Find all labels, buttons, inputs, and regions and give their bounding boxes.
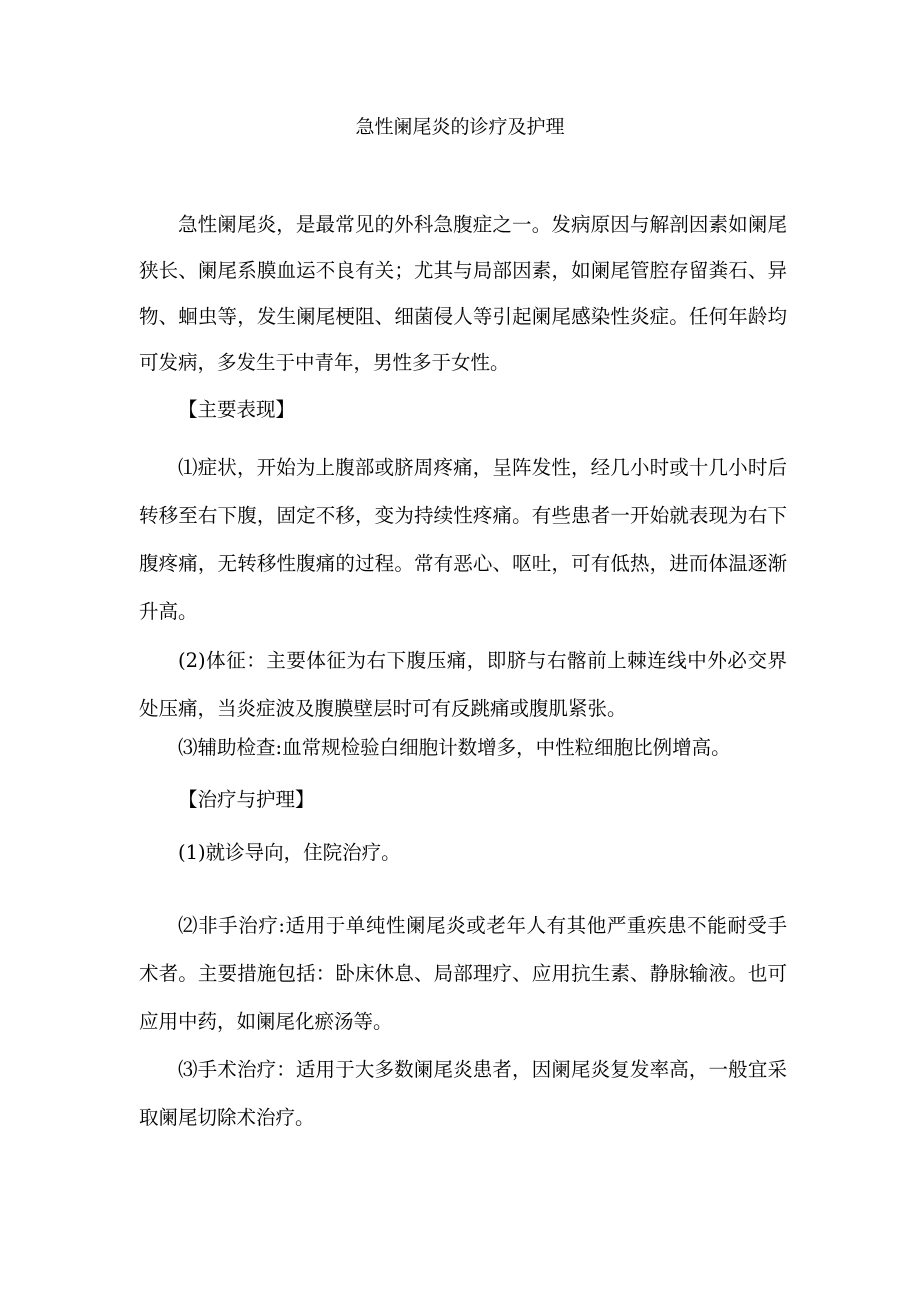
surgical-paragraph: ⑶手术治疗：适用于大多数阑尾炎患者，因阑尾炎复发率高，一般宜采取阑尾切除术治疗。 <box>139 1058 787 1129</box>
admission-paragraph-block <box>139 838 787 868</box>
symptoms-paragraph: ⑴症状，开始为上腹部或脐周疼痛，呈阵发性，经几小时或十几小时后转移至右下腹，固定不移，变为持续性疼痛。有些患者一开始就表现为右下腹疼痛，无转移性腹痛的过程。常有恶心、呕吐，可有低热，进而体温逐渐升高。 <box>139 456 787 623</box>
section-heading-treatment-block <box>139 787 787 813</box>
nonsurgical-paragraph: ⑵非手治疗:适用于单纯性阑尾炎或老年人有其他严重疾患不能耐受手术者。主要措施包括：卧床休息、局部理疗、应用抗生素、静脉输液。也可应用中药，如阑尾化瘀汤等。 <box>139 914 787 1033</box>
signs-paragraph: (2)体征：主要体征为右下腹压痛，即脐与右髂前上棘连线中外必交界处压痛，当炎症波及腹膜壁层时可有反跳痛或腹肌紧张。 <box>139 649 787 720</box>
section-heading-main: 【主要表现】 <box>178 398 296 421</box>
exam-paragraph-block <box>139 733 787 763</box>
exam-paragraph: ⑶辅助检查:血常规检验白细胞计数增多，中性粒细胞比例增高。 <box>178 736 731 759</box>
admission-paragraph: (1)就诊导向，住院治疗。 <box>178 841 401 864</box>
document-title: 急性阑尾炎的诊疗及护理 <box>355 116 565 138</box>
section-heading-treatment: 【治疗与护理】 <box>178 788 315 811</box>
surgical-paragraph-block <box>139 1046 787 1142</box>
intro-paragraph-block <box>139 202 787 386</box>
nonsurgical-paragraph-block <box>139 902 787 1046</box>
signs-paragraph-block <box>139 637 787 733</box>
symptoms-paragraph-block <box>139 444 787 636</box>
section-heading-main-block <box>139 397 787 423</box>
intro-paragraph: 急性阑尾炎，是最常见的外科急腹症之一。发病原因与解剖因素如阑尾狭长、阑尾系膜血运不良有关；尤其与局部因素，如阑尾管腔存留粪石、异物、蛔虫等，发生阑尾梗阻、细菌侵人等引起阑尾感染性炎症。任何年龄均可发病，多发生于中青年，男性多于女性。 <box>139 213 787 374</box>
